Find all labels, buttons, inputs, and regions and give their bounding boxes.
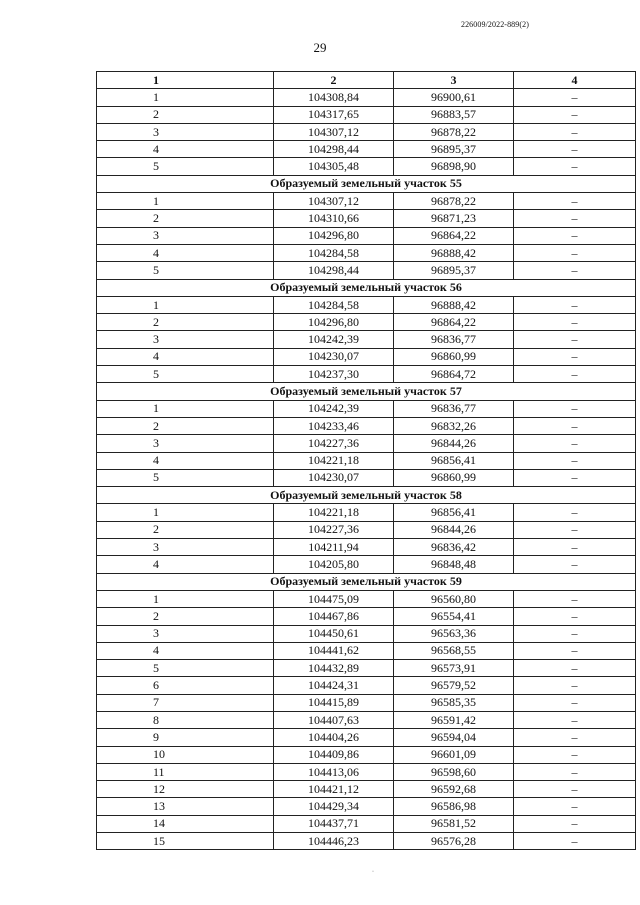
point-number-cell: 12 xyxy=(97,781,274,798)
point-number-cell: 4 xyxy=(97,556,274,573)
note-cell: – xyxy=(514,435,636,452)
table-row xyxy=(97,331,636,348)
y-coordinate-cell: 96898,90 xyxy=(394,158,514,175)
column-header: 2 xyxy=(274,72,394,89)
table-row xyxy=(97,348,636,365)
x-coordinate-cell: 104475,09 xyxy=(274,590,394,607)
table-row xyxy=(97,244,636,261)
table-row xyxy=(97,521,636,538)
table-row xyxy=(97,539,636,556)
table-row xyxy=(97,556,636,573)
table-row xyxy=(97,763,636,780)
table-row xyxy=(97,815,636,832)
column-header: 4 xyxy=(514,72,636,89)
table-row xyxy=(97,677,636,694)
x-coordinate-cell: 104284,58 xyxy=(274,244,394,261)
table-row xyxy=(97,89,636,106)
y-coordinate-cell: 96836,42 xyxy=(394,539,514,556)
point-number-cell: 3 xyxy=(97,331,274,348)
table-row xyxy=(97,590,636,607)
y-coordinate-cell: 96832,26 xyxy=(394,417,514,434)
x-coordinate-cell: 104429,34 xyxy=(274,798,394,815)
x-coordinate-cell: 104296,80 xyxy=(274,314,394,331)
x-coordinate-cell: 104308,84 xyxy=(274,89,394,106)
table-row xyxy=(97,158,636,175)
x-coordinate-cell: 104242,39 xyxy=(274,400,394,417)
note-cell: – xyxy=(514,193,636,210)
note-cell: – xyxy=(514,296,636,313)
point-number-cell: 11 xyxy=(97,763,274,780)
point-number-cell: 1 xyxy=(97,504,274,521)
point-number-cell: 1 xyxy=(97,400,274,417)
y-coordinate-cell: 96592,68 xyxy=(394,781,514,798)
y-coordinate-cell: 96888,42 xyxy=(394,244,514,261)
point-number-cell: 3 xyxy=(97,435,274,452)
y-coordinate-cell: 96864,22 xyxy=(394,314,514,331)
note-cell: – xyxy=(514,590,636,607)
point-number-cell: 4 xyxy=(97,244,274,261)
note-cell: – xyxy=(514,469,636,486)
note-cell: – xyxy=(514,781,636,798)
point-number-cell: 5 xyxy=(97,366,274,383)
table-row xyxy=(97,210,636,227)
point-number-cell: 1 xyxy=(97,193,274,210)
y-coordinate-cell: 96900,61 xyxy=(394,89,514,106)
x-coordinate-cell: 104305,48 xyxy=(274,158,394,175)
note-cell: – xyxy=(514,815,636,832)
section-row xyxy=(97,175,636,192)
point-number-cell: 2 xyxy=(97,210,274,227)
point-number-cell: 2 xyxy=(97,106,274,123)
point-number-cell: 1 xyxy=(97,89,274,106)
point-number-cell: 5 xyxy=(97,262,274,279)
note-cell: – xyxy=(514,417,636,434)
note-cell: – xyxy=(514,331,636,348)
y-coordinate-cell: 96860,99 xyxy=(394,348,514,365)
section-title: Образуемый земельный участок 58 xyxy=(97,487,636,504)
point-number-cell: 3 xyxy=(97,123,274,140)
point-number-cell: 5 xyxy=(97,469,274,486)
coordinates-table xyxy=(96,71,636,850)
point-number-cell: 3 xyxy=(97,227,274,244)
y-coordinate-cell: 96871,23 xyxy=(394,210,514,227)
section-title: Образуемый земельный участок 57 xyxy=(97,383,636,400)
note-cell: – xyxy=(514,746,636,763)
note-cell: – xyxy=(514,798,636,815)
y-coordinate-cell: 96888,42 xyxy=(394,296,514,313)
column-header: 1 xyxy=(97,72,274,89)
table-row xyxy=(97,452,636,469)
table-row xyxy=(97,504,636,521)
note-cell: – xyxy=(514,625,636,642)
y-coordinate-cell: 96856,41 xyxy=(394,452,514,469)
section-row xyxy=(97,383,636,400)
table-row xyxy=(97,625,636,642)
point-number-cell: 4 xyxy=(97,452,274,469)
y-coordinate-cell: 96878,22 xyxy=(394,123,514,140)
table-row xyxy=(97,141,636,158)
x-coordinate-cell: 104211,94 xyxy=(274,539,394,556)
y-coordinate-cell: 96585,35 xyxy=(394,694,514,711)
y-coordinate-cell: 96883,57 xyxy=(394,106,514,123)
note-cell: – xyxy=(514,729,636,746)
x-coordinate-cell: 104237,30 xyxy=(274,366,394,383)
x-coordinate-cell: 104446,23 xyxy=(274,833,394,850)
y-coordinate-cell: 96856,41 xyxy=(394,504,514,521)
section-title: Образуемый земельный участок 55 xyxy=(97,175,636,192)
note-cell: – xyxy=(514,262,636,279)
x-coordinate-cell: 104205,80 xyxy=(274,556,394,573)
table-row xyxy=(97,711,636,728)
point-number-cell: 4 xyxy=(97,141,274,158)
x-coordinate-cell: 104450,61 xyxy=(274,625,394,642)
y-coordinate-cell: 96860,99 xyxy=(394,469,514,486)
table-row xyxy=(97,729,636,746)
point-number-cell: 2 xyxy=(97,608,274,625)
x-coordinate-cell: 104317,65 xyxy=(274,106,394,123)
note-cell: – xyxy=(514,210,636,227)
x-coordinate-cell: 104467,86 xyxy=(274,608,394,625)
x-coordinate-cell: 104233,46 xyxy=(274,417,394,434)
x-coordinate-cell: 104227,36 xyxy=(274,435,394,452)
y-coordinate-cell: 96836,77 xyxy=(394,400,514,417)
x-coordinate-cell: 104296,80 xyxy=(274,227,394,244)
note-cell: – xyxy=(514,608,636,625)
y-coordinate-cell: 96573,91 xyxy=(394,660,514,677)
table-row xyxy=(97,781,636,798)
y-coordinate-cell: 96848,48 xyxy=(394,556,514,573)
x-coordinate-cell: 104404,26 xyxy=(274,729,394,746)
table-row xyxy=(97,642,636,659)
point-number-cell: 3 xyxy=(97,539,274,556)
y-coordinate-cell: 96594,04 xyxy=(394,729,514,746)
x-coordinate-cell: 104437,71 xyxy=(274,815,394,832)
table-row xyxy=(97,608,636,625)
table-row xyxy=(97,469,636,486)
x-coordinate-cell: 104421,12 xyxy=(274,781,394,798)
x-coordinate-cell: 104307,12 xyxy=(274,123,394,140)
table-header-row xyxy=(97,72,636,89)
y-coordinate-cell: 96878,22 xyxy=(394,193,514,210)
note-cell: – xyxy=(514,227,636,244)
page-number: 29 xyxy=(313,40,327,55)
note-cell: – xyxy=(514,556,636,573)
table-row xyxy=(97,193,636,210)
y-coordinate-cell: 96864,72 xyxy=(394,366,514,383)
table-row xyxy=(97,694,636,711)
table-row xyxy=(97,417,636,434)
y-coordinate-cell: 96554,41 xyxy=(394,608,514,625)
x-coordinate-cell: 104424,31 xyxy=(274,677,394,694)
section-title: Образуемый земельный участок 59 xyxy=(97,573,636,590)
point-number-cell: 5 xyxy=(97,158,274,175)
note-cell: – xyxy=(514,314,636,331)
y-coordinate-cell: 96581,52 xyxy=(394,815,514,832)
y-coordinate-cell: 96563,36 xyxy=(394,625,514,642)
note-cell: – xyxy=(514,660,636,677)
y-coordinate-cell: 96836,77 xyxy=(394,331,514,348)
table-row xyxy=(97,833,636,850)
point-number-cell: 8 xyxy=(97,711,274,728)
point-number-cell: 9 xyxy=(97,729,274,746)
note-cell: – xyxy=(514,833,636,850)
y-coordinate-cell: 96568,55 xyxy=(394,642,514,659)
note-cell: – xyxy=(514,158,636,175)
y-coordinate-cell: 96586,98 xyxy=(394,798,514,815)
y-coordinate-cell: 96598,60 xyxy=(394,763,514,780)
note-cell: – xyxy=(514,141,636,158)
x-coordinate-cell: 104221,18 xyxy=(274,504,394,521)
point-number-cell: 15 xyxy=(97,833,274,850)
section-row xyxy=(97,279,636,296)
table-row xyxy=(97,366,636,383)
x-coordinate-cell: 104441,62 xyxy=(274,642,394,659)
y-coordinate-cell: 96591,42 xyxy=(394,711,514,728)
note-cell: – xyxy=(514,642,636,659)
note-cell: – xyxy=(514,452,636,469)
table-row xyxy=(97,262,636,279)
point-number-cell: 2 xyxy=(97,521,274,538)
x-coordinate-cell: 104230,07 xyxy=(274,348,394,365)
note-cell: – xyxy=(514,366,636,383)
section-row xyxy=(97,573,636,590)
point-number-cell: 6 xyxy=(97,677,274,694)
point-number-cell: 4 xyxy=(97,642,274,659)
y-coordinate-cell: 96601,09 xyxy=(394,746,514,763)
x-coordinate-cell: 104227,36 xyxy=(274,521,394,538)
note-cell: – xyxy=(514,763,636,780)
section-row xyxy=(97,487,636,504)
x-coordinate-cell: 104432,89 xyxy=(274,660,394,677)
x-coordinate-cell: 104409,86 xyxy=(274,746,394,763)
x-coordinate-cell: 104407,63 xyxy=(274,711,394,728)
table-row xyxy=(97,746,636,763)
point-number-cell: 4 xyxy=(97,348,274,365)
x-coordinate-cell: 104298,44 xyxy=(274,141,394,158)
point-number-cell: 1 xyxy=(97,590,274,607)
y-coordinate-cell: 96579,52 xyxy=(394,677,514,694)
y-coordinate-cell: 96864,22 xyxy=(394,227,514,244)
note-cell: – xyxy=(514,348,636,365)
table-row xyxy=(97,314,636,331)
table-body xyxy=(97,89,636,850)
point-number-cell: 2 xyxy=(97,314,274,331)
table-row xyxy=(97,798,636,815)
point-number-cell: 5 xyxy=(97,660,274,677)
x-coordinate-cell: 104221,18 xyxy=(274,452,394,469)
x-coordinate-cell: 104413,06 xyxy=(274,763,394,780)
point-number-cell: 14 xyxy=(97,815,274,832)
point-number-cell: 13 xyxy=(97,798,274,815)
note-cell: – xyxy=(514,521,636,538)
note-cell: – xyxy=(514,677,636,694)
page-mark: · xyxy=(372,869,374,875)
point-number-cell: 2 xyxy=(97,417,274,434)
note-cell: – xyxy=(514,123,636,140)
table-row xyxy=(97,123,636,140)
table-row xyxy=(97,106,636,123)
y-coordinate-cell: 96895,37 xyxy=(394,141,514,158)
point-number-cell: 1 xyxy=(97,296,274,313)
x-coordinate-cell: 104298,44 xyxy=(274,262,394,279)
y-coordinate-cell: 96844,26 xyxy=(394,435,514,452)
column-header: 3 xyxy=(394,72,514,89)
section-title: Образуемый земельный участок 56 xyxy=(97,279,636,296)
note-cell: – xyxy=(514,539,636,556)
point-number-cell: 3 xyxy=(97,625,274,642)
note-cell: – xyxy=(514,400,636,417)
x-coordinate-cell: 104242,39 xyxy=(274,331,394,348)
x-coordinate-cell: 104310,66 xyxy=(274,210,394,227)
note-cell: – xyxy=(514,89,636,106)
y-coordinate-cell: 96844,26 xyxy=(394,521,514,538)
y-coordinate-cell: 96576,28 xyxy=(394,833,514,850)
y-coordinate-cell: 96560,80 xyxy=(394,590,514,607)
y-coordinate-cell: 96895,37 xyxy=(394,262,514,279)
point-number-cell: 7 xyxy=(97,694,274,711)
note-cell: – xyxy=(514,504,636,521)
table-row xyxy=(97,400,636,417)
x-coordinate-cell: 104415,89 xyxy=(274,694,394,711)
x-coordinate-cell: 104230,07 xyxy=(274,469,394,486)
x-coordinate-cell: 104284,58 xyxy=(274,296,394,313)
note-cell: – xyxy=(514,694,636,711)
table-row xyxy=(97,227,636,244)
point-number-cell: 10 xyxy=(97,746,274,763)
table-row xyxy=(97,660,636,677)
table-row xyxy=(97,435,636,452)
note-cell: – xyxy=(514,244,636,261)
note-cell: – xyxy=(514,106,636,123)
table-row xyxy=(97,296,636,313)
note-cell: – xyxy=(514,711,636,728)
x-coordinate-cell: 104307,12 xyxy=(274,193,394,210)
document-number: 226009/2022-889(2) xyxy=(460,20,529,29)
